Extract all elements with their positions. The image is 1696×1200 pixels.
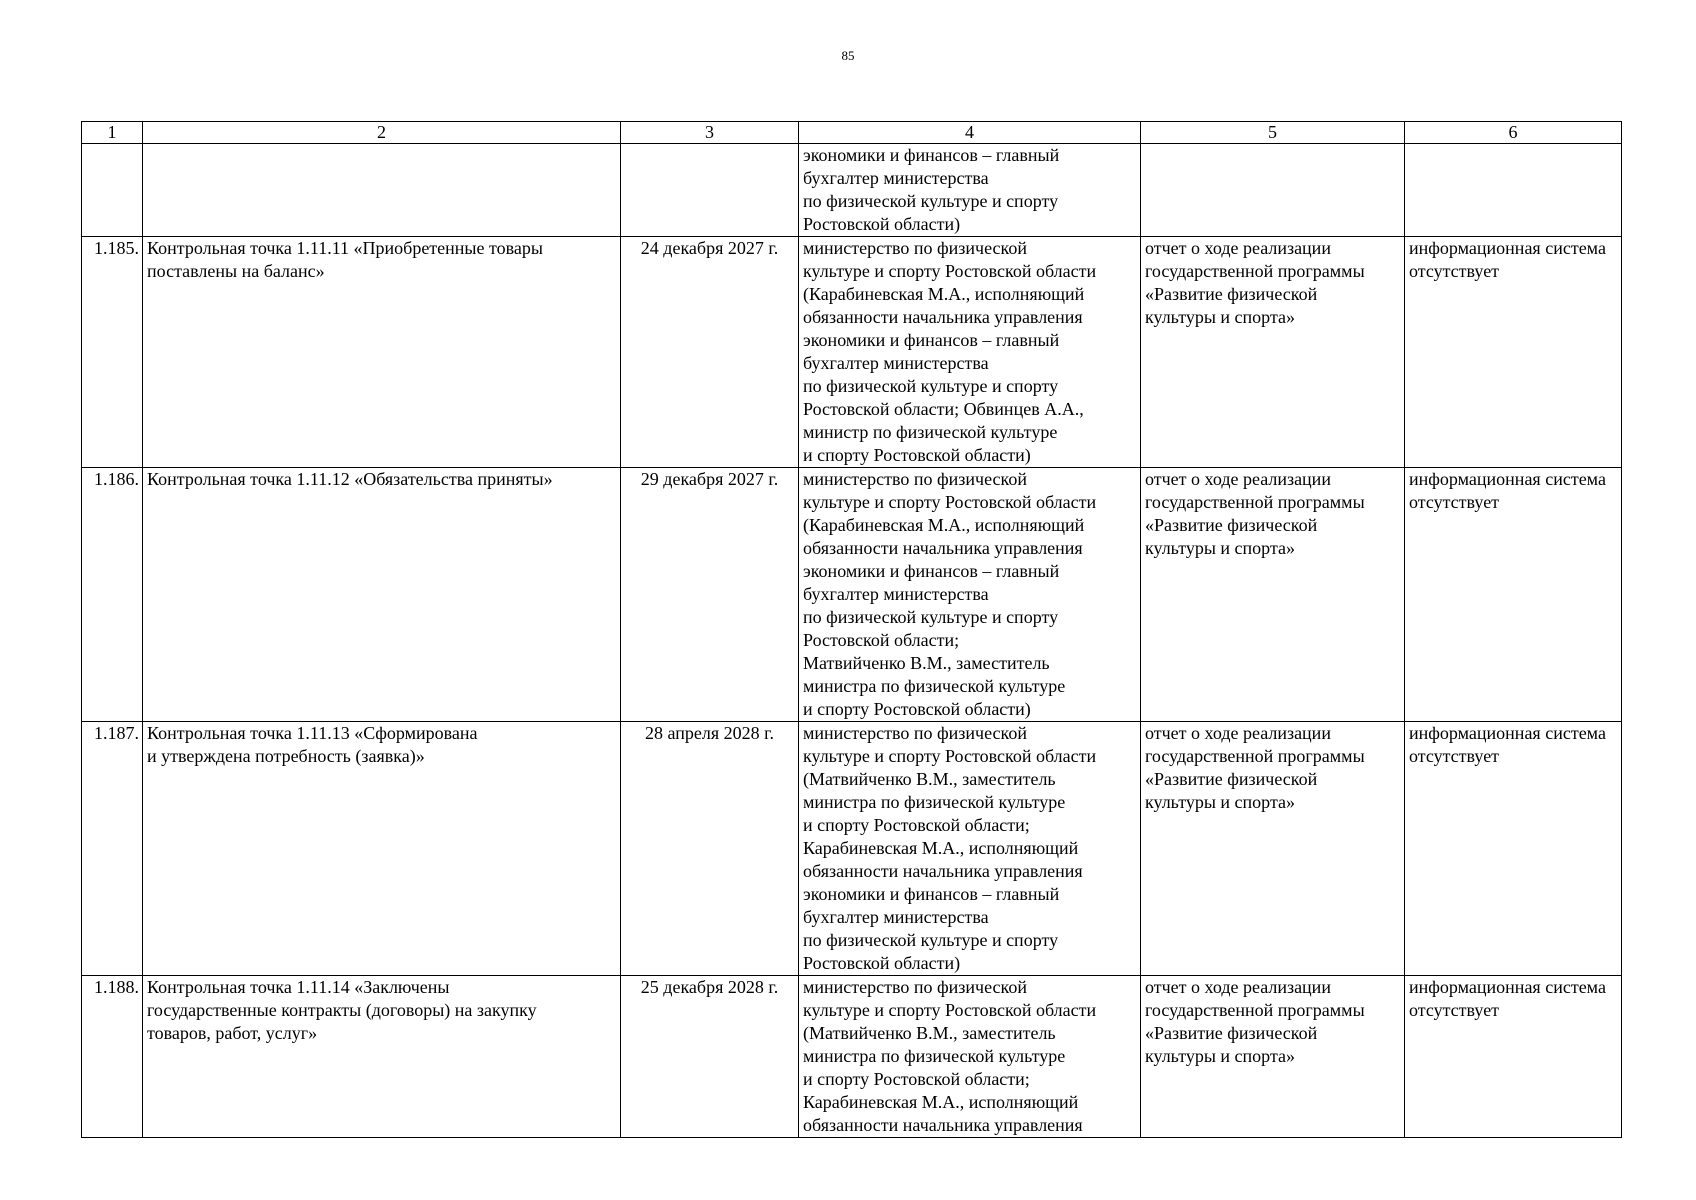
control-point-name: Контрольная точка 1.11.13 «Сформирована и утверждена потребность (заявка)» xyxy=(143,722,621,976)
column-header: 3 xyxy=(621,122,799,144)
table-row xyxy=(82,237,1622,468)
row-number xyxy=(82,144,143,237)
information-system: информационная система отсутствует xyxy=(1405,237,1622,468)
confirming-document: отчет о ходе реализации государственной программы «Развитие физической культуры и спорта» xyxy=(1141,468,1405,722)
responsible-executor: министерство по физической культуре и спорту Ростовской области (Матвийченко В.М., заместитель министра по физической культуре и спорту Ростовской области; Карабиневская М.А., исполняющий обязанности начальника управления xyxy=(799,976,1141,1138)
row-number: 1.185. xyxy=(82,237,143,468)
column-header: 1 xyxy=(82,122,143,144)
table-row xyxy=(82,468,1622,722)
table-row xyxy=(82,722,1622,976)
deadline-date: 24 декабря 2027 г. xyxy=(621,237,799,468)
column-header: 2 xyxy=(143,122,621,144)
information-system xyxy=(1405,144,1622,237)
control-point-name: Контрольная точка 1.11.12 «Обязательства приняты» xyxy=(143,468,621,722)
information-system: информационная система отсутствует xyxy=(1405,468,1622,722)
responsible-executor: министерство по физической культуре и спорту Ростовской области (Карабиневская М.А., исполняющий обязанности начальника управления экономики и финансов – главный бухгалтер министерства по физической культуре и спорту Ростовской области; Матвийченко В.М., заместитель министра по физической культуре и спорту Ростовской области) xyxy=(799,468,1141,722)
responsible-executor: министерство по физической культуре и спорту Ростовской области (Карабиневская М.А., исполняющий обязанности начальника управления экономики и финансов – главный бухгалтер министерства по физической культуре и спорту Ростовской области; Обвинцев А.А., министр по физической культуре и спорту Ростовской области) xyxy=(799,237,1141,468)
column-header: 5 xyxy=(1141,122,1405,144)
control-point-name: Контрольная точка 1.11.11 «Приобретенные товары поставлены на баланс» xyxy=(143,237,621,468)
deadline-date xyxy=(621,144,799,237)
responsible-executor: экономики и финансов – главный бухгалтер министерства по физической культуре и спорту Ростовской области) xyxy=(799,144,1141,237)
information-system: информационная система отсутствует xyxy=(1405,976,1622,1138)
table-row xyxy=(82,976,1622,1138)
page-number: 85 xyxy=(841,48,855,63)
deadline-date: 25 декабря 2028 г. xyxy=(621,976,799,1138)
control-point-name: Контрольная точка 1.11.14 «Заключены государственные контракты (договоры) на закупку товаров, работ, услуг» xyxy=(143,976,621,1138)
confirming-document xyxy=(1141,144,1405,237)
control-point-name xyxy=(143,144,621,237)
row-number: 1.188. xyxy=(82,976,143,1138)
control-points-table xyxy=(81,121,1622,1138)
confirming-document: отчет о ходе реализации государственной программы «Развитие физической культуры и спорта» xyxy=(1141,237,1405,468)
table-header-row xyxy=(82,122,1622,144)
information-system: информационная система отсутствует xyxy=(1405,722,1622,976)
column-header: 4 xyxy=(799,122,1141,144)
deadline-date: 29 декабря 2027 г. xyxy=(621,468,799,722)
row-number: 1.187. xyxy=(82,722,143,976)
table-row xyxy=(82,144,1622,237)
confirming-document: отчет о ходе реализации государственной программы «Развитие физической культуры и спорта» xyxy=(1141,976,1405,1138)
column-header: 6 xyxy=(1405,122,1622,144)
row-number: 1.186. xyxy=(82,468,143,722)
responsible-executor: министерство по физической культуре и спорту Ростовской области (Матвийченко В.М., заместитель министра по физической культуре и спорту Ростовской области; Карабиневская М.А., исполняющий обязанности начальника управления экономики и финансов – главный бухгалтер министерства по физической культуре и спорту Ростовской области) xyxy=(799,722,1141,976)
deadline-date: 28 апреля 2028 г. xyxy=(621,722,799,976)
confirming-document: отчет о ходе реализации государственной программы «Развитие физической культуры и спорта» xyxy=(1141,722,1405,976)
